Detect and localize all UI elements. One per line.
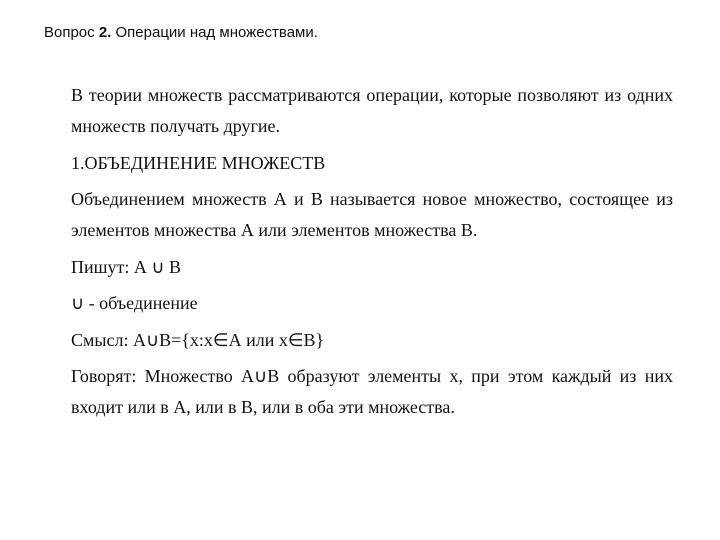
symbol-line: ∪ - объединение: [71, 293, 198, 313]
title-rest: Операции над множествами.: [111, 24, 318, 41]
meaning-line: Смысл: А∪В={х:х∈А или х∈В}: [71, 329, 325, 350]
slide-body: [71, 80, 673, 429]
section-heading: 1.ОБЪЕДИНЕНИЕ МНОЖЕСТВ: [71, 152, 326, 173]
title-number: 2.: [98, 24, 112, 41]
intro-paragraph: В теории множеств рассматриваются операции, которые позволяют из одних множеств получать другие.: [71, 85, 673, 136]
explanation-paragraph: Говорят: Множество А∪В образуют элементы х, при этом каждый из них входит или в А, или в В, или в оба эти множества.: [71, 366, 673, 417]
title-prefix: Вопрос: [44, 24, 99, 41]
notation-line: Пишут: А ∪ В: [71, 256, 182, 277]
slide-title: [44, 24, 318, 41]
definition-paragraph: Объединением множеств А и В называется новое множество, состоящее из элементов множества А или элементов множества В.: [71, 189, 673, 240]
